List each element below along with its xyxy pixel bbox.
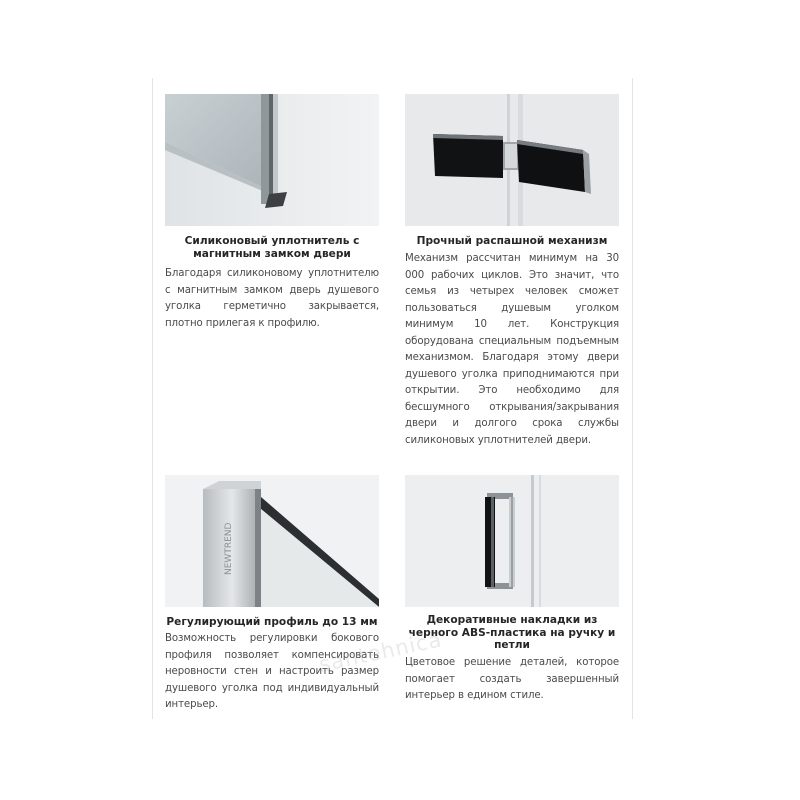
feature-title: Прочный распашной механизм	[416, 235, 608, 247]
silicone-magnetic-seal-photo	[165, 94, 379, 226]
feature-title: Декоративные накладки из черного ABS-пластика на ручку и петли	[408, 614, 616, 651]
svg-text:NEWTREND: NEWTREND	[224, 522, 234, 575]
feature-description: Механизм рассчитан минимум на 30 000 рабочих циклов. Это значит, что семья из четырех человек сможет пользоваться душевым уголком минимум 10 лет. Конструкция оборудована специальным подъемным механизмом. Благодаря этому двери душевого уголка приподнимаются при открытии. Это необходимо для бесшумного открывания/закрывания двери и долгого срока службы силиконовых уплотнителей двери.	[405, 253, 619, 446]
left-frame-line	[152, 78, 153, 719]
feature-description: Возможность регулировки бокового профиля позволяет компенсировать неровности стен и настроить размер душевого уголка под индивидуальный интерьер.	[165, 633, 379, 710]
feature-title: Силиконовый уплотнитель с магнитным замком двери	[184, 235, 360, 260]
watermark: santehnica	[316, 627, 445, 677]
adjustable-wall-profile-photo	[165, 475, 379, 607]
door-handle-trim-photo	[405, 475, 619, 607]
feature-description: Благодаря силиконовому уплотнителю с магнитным замком дверь душевого уголка герметично закрывается, плотно прилегая к профилю.	[165, 268, 379, 329]
swing-hinge-mechanism-photo	[405, 94, 619, 226]
feature-description: Цветовое решение деталей, которое помогает создать завершенный интерьер в едином стиле.	[405, 657, 619, 701]
feature-title: Регулирующий профиль до 13 мм	[166, 616, 378, 628]
right-frame-line	[632, 78, 633, 719]
